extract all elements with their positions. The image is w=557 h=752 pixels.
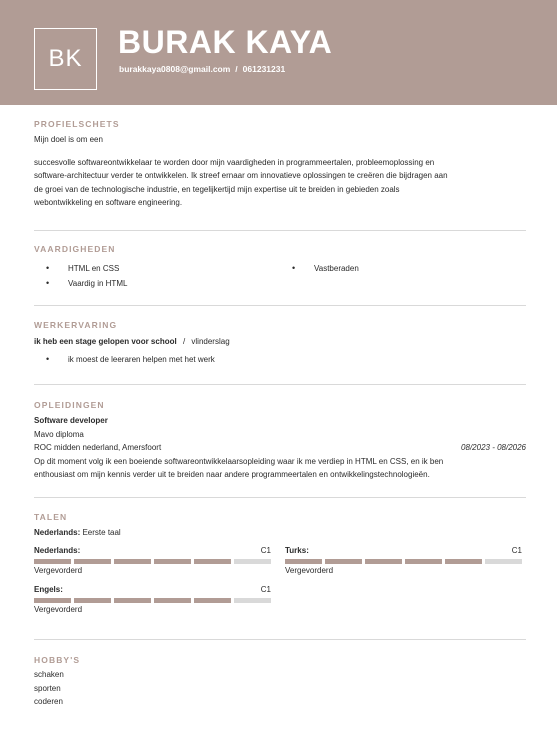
education-section — [34, 400, 526, 482]
language-bar-segment — [194, 598, 231, 603]
skill-item: • HTML en CSS — [34, 261, 127, 276]
native-language-label: Eerste taal — [82, 528, 121, 537]
language-bar-segment — [234, 598, 271, 603]
education-description — [34, 455, 526, 482]
language-bar-segment — [154, 598, 191, 603]
languages-section — [34, 512, 526, 627]
language-bar-segment — [485, 559, 522, 564]
experience-title: WERKERVARING — [34, 320, 118, 330]
divider — [34, 384, 526, 385]
language-row — [285, 546, 522, 555]
experience-section — [34, 320, 526, 367]
education-dates: 08/2023 - 08/2026 — [461, 443, 526, 452]
initials-box: BK — [34, 28, 97, 90]
language-bar-segment — [405, 559, 442, 564]
education-desc-line: Op dit moment volg ik een boeiende softwareontwikkelaarsopleiding waar ik me verdiep in HTML en CSS, en ik ben — [34, 456, 444, 466]
hobby-item: coderen — [34, 697, 63, 706]
phone-text[interactable]: 061231231 — [242, 64, 286, 74]
divider — [34, 305, 526, 306]
skills-list-right — [280, 261, 359, 276]
candidate-name: BURAK KAYA — [118, 24, 333, 60]
skill-item: • Vaardig in HTML — [34, 276, 127, 291]
language-bar-segment — [74, 598, 111, 603]
language-block — [285, 546, 522, 575]
profile-para-line: succesvolle softwareontwikkelaar te worden door mijn vaardigheden in programmeertalen, probleemoplossing en — [34, 157, 435, 167]
language-bar-segment — [154, 559, 191, 564]
language-block — [34, 546, 271, 575]
language-bar-segment — [445, 559, 482, 564]
language-bar-segment — [34, 559, 71, 564]
language-level-label: Vergevorderd — [34, 566, 83, 575]
hobby-item: sporten — [34, 683, 61, 693]
education-diploma: Mavo diploma — [34, 429, 84, 439]
language-level: C1 — [511, 546, 522, 555]
language-row — [34, 546, 271, 555]
language-level: C1 — [260, 546, 271, 555]
language-bar-segment — [114, 598, 151, 603]
profile-section — [34, 119, 526, 210]
divider — [34, 639, 526, 640]
skills-title: VAARDIGHEDEN — [34, 244, 116, 254]
language-bar-segment — [114, 559, 151, 564]
profile-paragraph — [34, 156, 526, 210]
language-name: Turks: — [285, 546, 309, 555]
language-name: Engels: — [34, 585, 63, 594]
language-bar-segment — [34, 598, 71, 603]
profile-para-line: software-architectuur verder te ontwikkelen. Ik streef ernaar om innovatieve oplossingen te creëren die bijdragen aan — [34, 171, 448, 180]
education-desc-line: enthousiast om mijn kennis verder uit te breiden naar andere programmeertalen en ontwikkelingstechnologieën. — [34, 470, 430, 479]
profile-title: PROFIELSCHETS — [34, 119, 120, 129]
skills-section — [34, 244, 526, 294]
header-banner — [0, 0, 557, 105]
language-block — [34, 585, 271, 614]
languages-title: TALEN — [34, 512, 68, 522]
experience-separator: / — [182, 337, 186, 346]
profile-para-line: de groei van de technologische industrie, en tegelijkertijd mijn expertise uit te breiden in gebieden zoals — [34, 184, 400, 194]
language-bar — [285, 559, 522, 564]
language-bar — [34, 598, 271, 603]
skills-list-left — [34, 261, 127, 291]
hobby-item: schaken — [34, 670, 64, 679]
language-level-label: Vergevorderd — [34, 605, 83, 614]
language-bar-segment — [234, 559, 271, 564]
language-bar-segment — [74, 559, 111, 564]
profile-para-line: webontwikkeling en software engineering. — [34, 198, 183, 207]
language-level: C1 — [260, 585, 271, 594]
language-bar-segment — [194, 559, 231, 564]
language-bar-segment — [365, 559, 402, 564]
contact-separator: / — [235, 64, 238, 74]
education-title: OPLEIDINGEN — [34, 400, 105, 410]
experience-company: vlinderslag — [191, 337, 230, 346]
contact-line — [119, 64, 285, 74]
hobbies-title: HOBBY'S — [34, 655, 81, 665]
language-bar-segment — [285, 559, 322, 564]
profile-line: Mijn doel is om een — [34, 135, 103, 144]
education-program: Software developer — [34, 416, 108, 425]
skill-item: • Vastberaden — [280, 261, 359, 276]
divider — [34, 230, 526, 231]
language-bar — [34, 559, 271, 564]
hobbies-section — [34, 655, 526, 709]
experience-bullet: • ik moest de leeraren helpen met het werk — [34, 352, 526, 367]
language-level-label: Vergevorderd — [285, 566, 334, 575]
education-school-row — [34, 441, 526, 455]
language-bar-segment — [325, 559, 362, 564]
email-text[interactable]: burakkaya0808@gmail.com — [119, 64, 231, 74]
experience-bullets — [34, 352, 526, 367]
divider — [34, 497, 526, 498]
experience-role: ik heb een stage gelopen voor school — [34, 337, 177, 346]
education-school: ROC midden nederland, Amersfoort — [34, 443, 162, 452]
language-name: Nederlands: — [34, 546, 81, 555]
native-language-name: Nederlands: — [34, 528, 81, 537]
experience-heading — [34, 335, 526, 349]
native-language — [34, 526, 526, 540]
language-row — [34, 585, 271, 594]
